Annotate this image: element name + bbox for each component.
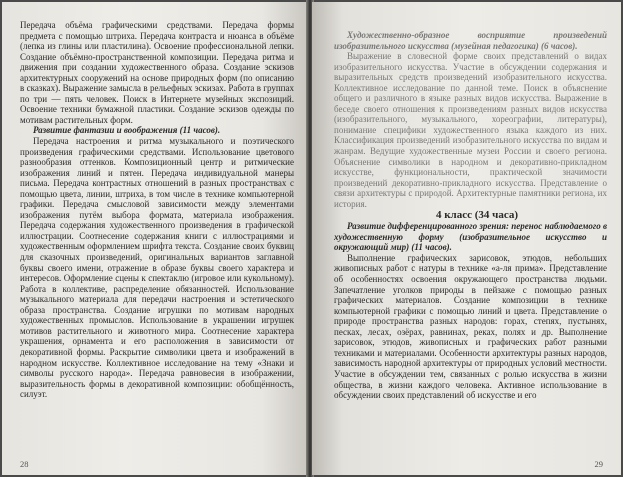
page-number: 29 bbox=[594, 459, 603, 469]
right-page bbox=[312, 2, 621, 475]
right-page-text bbox=[334, 30, 607, 401]
section-subheading: Художественно-образное восприятие произведений изобразительного искусства (музейная педагогика) (6 часов). bbox=[334, 30, 607, 51]
paragraph: Выражение в словесной форме своих представлений о видах изобразительного искусства. Участие в обсуждении содержания и выразительных средств произведений изобразительного искусства. Коллективное исследование по данной теме. Поиск в объяснение общего и различного в языке разных видов искусства. Выражение в беседе своего отношения к произведениям разных видов искусства (изобразительного, музыкального, хореографии, литературы), понимание специфики художественного языка каждого из них. Классификация произведений изобразительного искусства по видам и жанрам. Ведущие художественные музеи России и своего региона. Объяснение символики в народном и декоративно-прикладном искусстве, функциональности, практической значимости произведений декоративно-прикладного искусства. Представление о связи архитектуры с природой. Архитектурные памятники региона, их история. bbox=[334, 51, 607, 209]
page-number: 28 bbox=[20, 459, 29, 469]
paragraph: Выполнение графических зарисовок, этюдов, небольших живописных работ с натуры в технике «а-ля прима». Представление об особенностях освоения окружающего пространства людьми. Запечатление уголков природы в пейзаже с помощью разных графических материалов. Создание композиции в технике компьютерной графики с помощью линий и цвета. Представление о природе пространства разных народов: горах, степях, пустынях, песках, лесах, озёрах, равнинах, реках, полях и др. Выполнение зарисовок, этюдов, живописных и графических работ разными техниками и материалами. Особенности архитектуры разных народов, зависимость народной архитектуры от природных условий местности. Участие в обсуждении тем, связанных с ролью искусства в жизни общества, в жизни каждого человека. Активное использование в обсуждении своих представлений об искусстве и его bbox=[334, 252, 607, 401]
section-subheading: Развитие фантазии и воображения (11 часов). bbox=[33, 125, 221, 136]
paragraph: Передача объёма графическими средствами. Передача формы предмета с помощью штриха. Передача контраста и нюанса в объёме (лепка из глины или пластилина). Освоение профессиональной лепки. Создание объёмно-пространственной композиции. Передача ритма и движения при создании художественного образа. Создание эскизов архитектурных сооружений на основе природных форм (по описанию в сказках). Выражение замысла в рельефных эскизах. Работа в группах по три — пять человек. Поиск в Интернете музейных экспозиций. Освоение техники бумажной пластики. Создание эскизов одежды по мотивам растительных форм. bbox=[20, 20, 294, 125]
paragraph: Передача настроения и ритма музыкального и поэтического произведения графическими средствами. Использование цветового разнообразия оттенков. Композиционный центр и ритмические изображения линий и пятен. Передача индивидуальной манеры письма. Передача контрастных отношений в разных пространствах с помощью цвета, линии, штриха, в том числе в технике компьютерной графики. Передача смысловой зависимости между элементами изображения путём выбора формата, материала изображения. Передача содержания художественного произведения в графической иллюстрации. Соотнесение содержания книги с иллюстрациями и художественным оформлением шрифта текста. Создание своих буквиц для сказочных произведений, оригинальных вариантов заглавной буквы своего имени, отражение в образе буквы своего характера и интересов. Оформление сцены к спектаклю (игровое или кукольному). Работа в коллективе, распределение обязанностей. Использование музыкального материала для передачи настроения и эстетического образа пространства. Создание игрушки по мотивам народных художественных промыслов. Использование в украшении игрушек мотивов растительного и животного мира. Соотнесение характера украшения, орнамента и его расположения в зависимости от декоративной формы. Раскрытие символики цвета и изображений в народном искусстве. Коллективное исследование на тему «Знаки и символы русского народа». Передача равновесия в изображении, выразительность формы в декоративной композиции: обобщённость, силуэт. bbox=[20, 136, 294, 400]
grade-heading: 4 класс (34 часа) bbox=[435, 209, 519, 222]
left-page-text bbox=[20, 20, 294, 400]
left-page bbox=[2, 2, 308, 475]
section-subheading: Развитие дифференцированного зрения: перенос наблюдаемого в художественную форму (изобразительное искусство и окружающий мир) (11 часов). bbox=[334, 221, 607, 253]
